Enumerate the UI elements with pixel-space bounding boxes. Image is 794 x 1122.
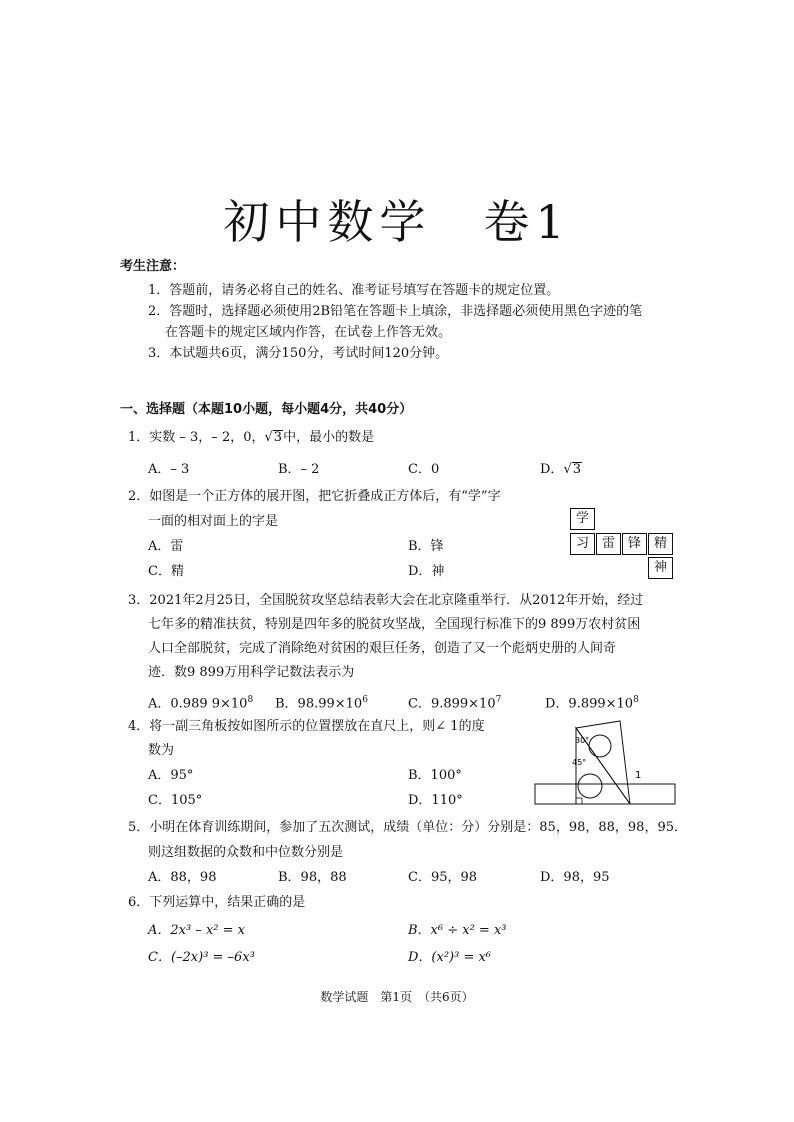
question-5-stem: 则这组数据的众数和中位数分别是 — [148, 845, 344, 860]
question-2-stem: 2．如图是一个正方体的展开图，把它折叠成正方体后，有“学”字 — [128, 489, 501, 504]
option-c: C．95，98 — [408, 870, 478, 885]
net-cell: 雷 — [596, 533, 621, 555]
question-6-stem: 6．下列运算中，结果正确的是 — [128, 895, 306, 910]
option-c: C．精 — [148, 564, 184, 579]
net-cell: 习 — [570, 533, 595, 555]
option-a: A．95° — [148, 768, 194, 783]
question-3-stem: 人口全部脱贫，完成了消除绝对贫困的艰巨任务，创造了又一个彪炳史册的人间奇 — [148, 641, 617, 656]
option-c-exp: 7 — [495, 695, 502, 705]
net-cell: 学 — [570, 508, 595, 530]
cube-net-figure — [570, 508, 674, 580]
sqrt-3: 3 — [572, 462, 582, 477]
question-3-stem: 七年多的精准扶贫，特别是四年多的脱贫攻坚战，全国现行标准下的9 899万农村贫困 — [148, 617, 641, 632]
triangle-hole — [578, 774, 602, 798]
question-1-stem-b: 中，最小的数是 — [283, 430, 375, 445]
option-d: D．(x²)³ = x⁶ — [408, 950, 492, 965]
option-a: A．2x³ – x² = x — [148, 923, 245, 938]
option-b: B．98，88 — [278, 870, 347, 885]
option-b-exp: 6 — [362, 695, 368, 705]
angle-30-label: 30° — [575, 736, 590, 745]
option-a: A．雷 — [148, 539, 184, 554]
option-d: D．110° — [408, 793, 463, 808]
option-d-label: D． — [540, 462, 564, 477]
option-c-base: C．9.899×10 — [408, 696, 496, 712]
option-b: B．锋 — [408, 539, 444, 554]
option-c — [408, 690, 501, 714]
sqrt-3: 3 — [273, 430, 283, 445]
question-3-stem: 迹．数9 899万用科学记数法表示为 — [148, 665, 355, 680]
page-footer: 数学试题 第1页 （共6页） — [320, 990, 474, 1004]
notice-item: 3．本试题共6页，满分150分，考试时间120分钟。 — [148, 346, 449, 361]
option-d: D．神 — [408, 564, 445, 579]
triangle-hole — [589, 735, 611, 757]
option-a: A．88，98 — [148, 870, 217, 885]
ruler — [535, 784, 675, 804]
notice-heading: 考生注意： — [120, 259, 186, 274]
question-5-stem: 5．小明在体育训练期间，参加了五次测试，成绩（单位：分）分别是：85，98，88，98，95． — [128, 820, 687, 835]
net-cell: 精 — [648, 533, 673, 555]
angle-1-label: 1 — [635, 770, 642, 781]
option-d-exp: 8 — [633, 695, 639, 705]
right-angle-mark — [576, 798, 582, 804]
option-d: D．98，95 — [540, 870, 610, 885]
page-title: 初中数学 卷1 — [223, 195, 571, 249]
option-a: A．– 3 — [148, 462, 190, 477]
triangle-ruler-figure — [532, 718, 678, 810]
option-d: D．√3 — [540, 462, 582, 477]
option-c: C．0 — [408, 462, 440, 477]
option-b — [275, 690, 368, 714]
question-4-stem: 数为 — [148, 743, 175, 758]
section-heading: 一、选择题（本题10小题，每小题4分，共40分） — [120, 402, 413, 417]
option-a — [148, 690, 253, 714]
net-cell: 锋 — [622, 533, 647, 555]
option-b: B．x⁶ ÷ x² = x³ — [408, 923, 507, 938]
option-a-exp: 8 — [247, 695, 254, 705]
question-2-stem: 一面的相对面上的字是 — [148, 514, 279, 529]
notice-item: 1．答题前，请务必将自己的姓名、准考证号填写在答题卡的规定位置。 — [148, 283, 560, 298]
option-c: C．(–2x)³ = –6x³ — [148, 950, 255, 965]
option-c: C．105° — [148, 793, 203, 808]
question-4-stem: 4．将一副三角板按如图所示的位置摆放在直尺上，则∠ 1的度 — [128, 719, 485, 734]
notice-item: 在答题卡的规定区域内作答，在试卷上作答无效。 — [165, 325, 452, 340]
option-d — [545, 690, 639, 714]
option-b: B．100° — [408, 768, 462, 783]
option-d-base: D．9.899×10 — [545, 696, 634, 712]
question-3-stem: 3．2021年2月25日，全国脱贫攻坚总结表彰大会在北京隆重举行．从2012年开始，经过 — [128, 593, 644, 608]
option-b: B．– 2 — [278, 462, 320, 477]
option-b-base: B．98.99×10 — [275, 696, 363, 712]
notice-item: 2．答题时，选择题必须使用2B铅笔在答题卡上填涂，非选择题必须使用黑色字迹的笔 — [148, 304, 643, 319]
net-cell: 神 — [648, 557, 673, 579]
question-1-stem: 1．实数 – 3，– 2，0，√3中，最小的数是 — [128, 430, 375, 445]
option-a-base: A．0.989 9×10 — [148, 696, 248, 712]
question-1-stem-a: 1．实数 – 3，– 2，0， — [128, 430, 265, 445]
angle-45-label: 45° — [572, 758, 587, 767]
